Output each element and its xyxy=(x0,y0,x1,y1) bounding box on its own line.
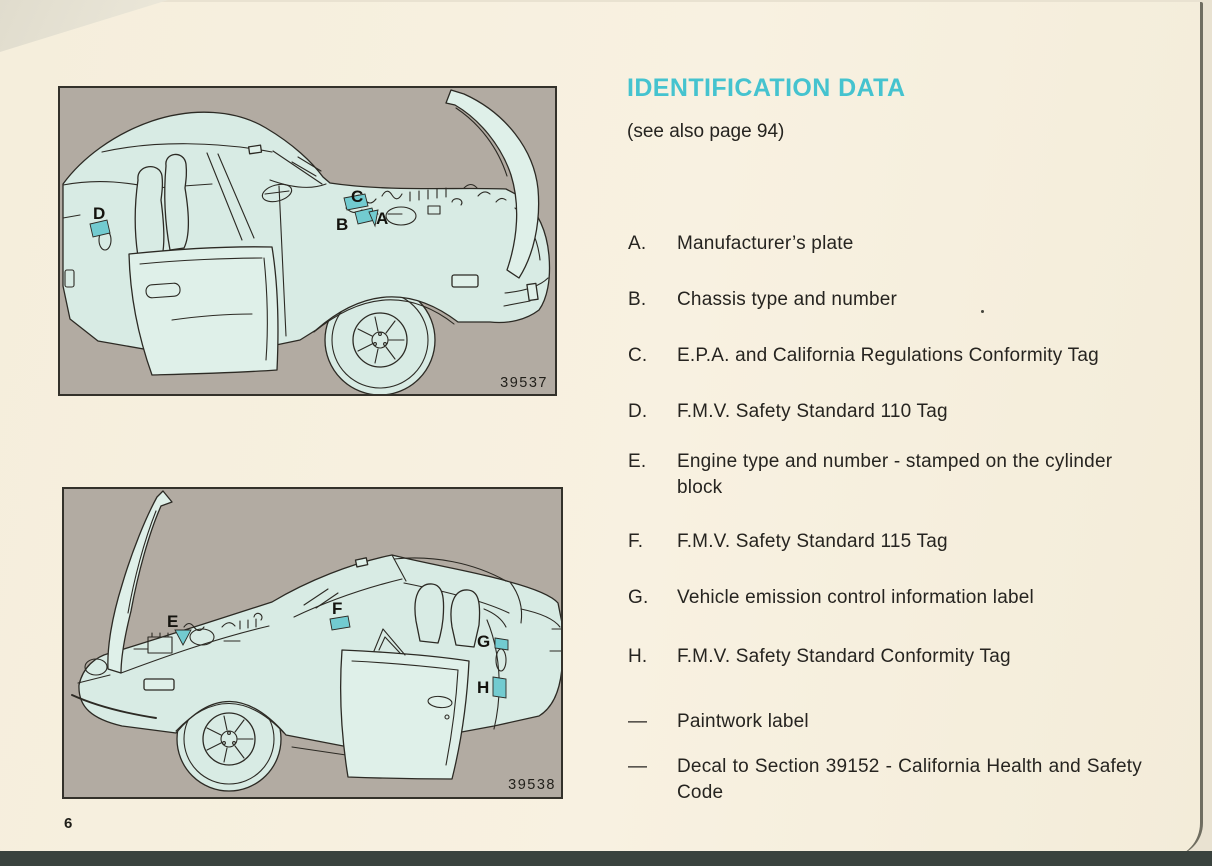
item-text: F.M.V. Safety Standard Conformity Tag xyxy=(677,646,1011,667)
list-item-c xyxy=(628,343,1142,369)
item-text: Manufacturer’s plate xyxy=(677,233,854,254)
item-text: Paintwork label xyxy=(677,711,809,732)
see-also-note: (see also page 94) xyxy=(627,121,785,142)
figure-number: 39537 xyxy=(500,375,548,391)
item-key: G. xyxy=(628,587,649,608)
list-item-a xyxy=(628,231,1142,257)
dash-item-decal xyxy=(628,754,1142,806)
item-key: E. xyxy=(628,451,647,472)
list-item-f xyxy=(628,529,1142,555)
item-key: B. xyxy=(628,289,647,310)
item-key: C. xyxy=(628,345,648,366)
page-title: IDENTIFICATION DATA xyxy=(627,74,906,102)
page xyxy=(0,2,1203,857)
figure-label-f: F xyxy=(332,599,343,618)
list-item-b xyxy=(628,287,1142,313)
item-dash: — xyxy=(628,756,648,777)
dash-item-paintwork xyxy=(628,709,1142,735)
list-item-g xyxy=(628,585,1142,611)
item-text: Vehicle emission control information label xyxy=(677,587,1034,608)
figure-label-d: D xyxy=(93,204,106,223)
figure-number: 39538 xyxy=(508,777,556,793)
figure-label-b: B xyxy=(336,215,349,234)
print-speck xyxy=(981,310,984,313)
item-text: Decal to Section 39152 - California Health and Safety Code xyxy=(677,756,1142,803)
item-key: F. xyxy=(628,531,644,552)
list-item-e xyxy=(628,449,1142,501)
page-number: 6 xyxy=(64,815,73,832)
item-key: A. xyxy=(628,233,647,254)
figure-label-e: E xyxy=(167,612,179,631)
item-text: F.M.V. Safety Standard 110 Tag xyxy=(677,401,948,422)
item-text: Chassis type and number xyxy=(677,289,898,310)
item-text: Engine type and number - stamped on the cylinder block xyxy=(677,451,1113,498)
item-dash: — xyxy=(628,711,648,732)
item-text: E.P.A. and California Regulations Conformity Tag xyxy=(677,345,1099,366)
figure-label-c: C xyxy=(351,187,364,206)
list-item-d xyxy=(628,399,1142,425)
item-key: D. xyxy=(628,401,648,422)
figure-label-a: A xyxy=(376,209,389,228)
figure-label-g: G xyxy=(477,632,491,651)
item-key: H. xyxy=(628,646,648,667)
list-item-h xyxy=(628,644,1142,670)
item-text: F.M.V. Safety Standard 115 Tag xyxy=(677,531,948,552)
book-edge-shadow xyxy=(0,851,1212,866)
figure-label-h: H xyxy=(477,678,490,697)
identification-list xyxy=(0,2,1200,857)
